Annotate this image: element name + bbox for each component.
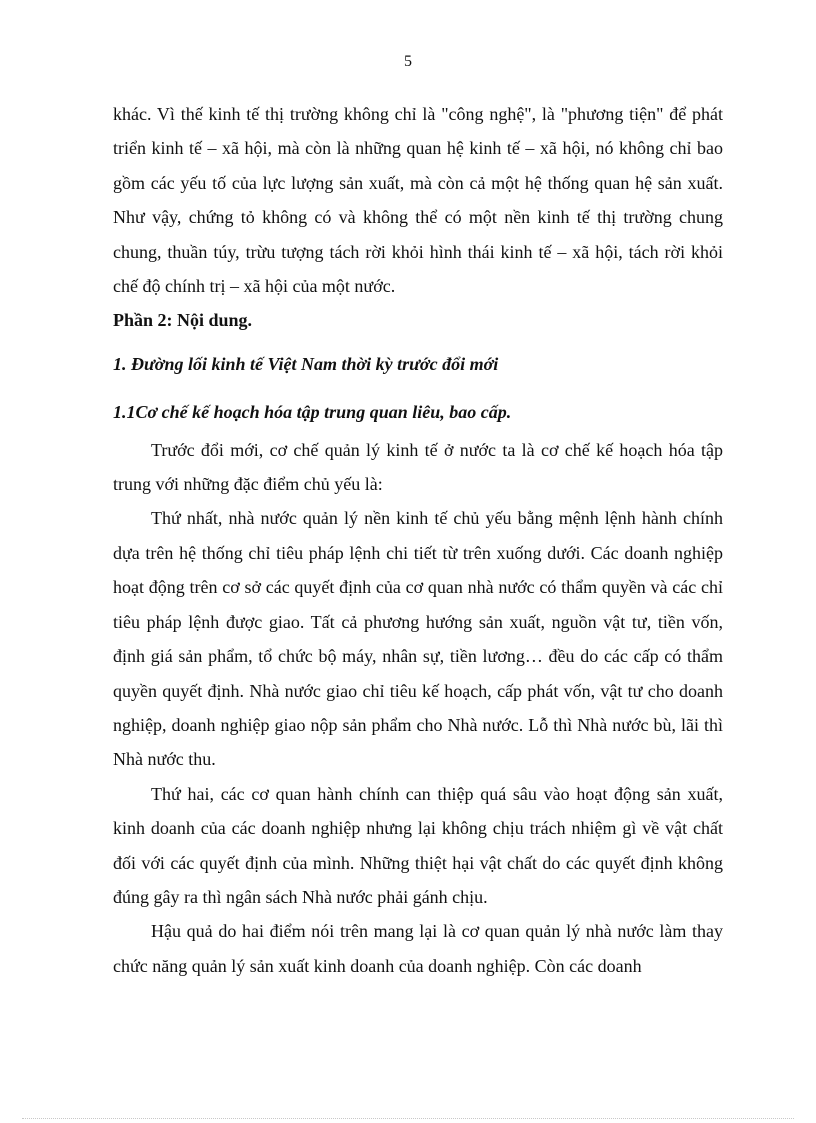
page-number: 5 (404, 53, 412, 70)
part-heading: Phần 2: Nội dung. (113, 310, 253, 331)
intro-paragraph: khác. Vì thế kinh tế thị trường không chỉ là "công nghệ", là "phương tiện" để phát triển kinh tế – xã hội, mà còn là những quan hệ kinh tế – xã hội, nó không chỉ bao gồm các yếu tố của lực lượng sản xuất, mà còn cả một hệ thống quan hệ sản xuất. Như vậy, chứng tỏ không có và không thể có một nền kinh tế thị trường chung chung, thuần túy, trừu tượng tách rời khỏi hình thái kinh tế – xã hội, tách rời khỏi chế độ chính trị – xã hội của một nước. (113, 104, 723, 297)
body-paragraph: Thứ hai, các cơ quan hành chính can thiệp quá sâu vào hoạt động sản xuất, kinh doanh của các doanh nghiệp nhưng lại không chịu trách nhiệm gì về vật chất đối với các quyết định của mình. Những thiệt hại vật chất do các quyết định không đúng gây ra thì ngân sách Nhà nước phải gánh chịu. (113, 783, 723, 907)
document-body (113, 97, 723, 983)
body-paragraph: Trước đổi mới, cơ chế quản lý kinh tế ở nước ta là cơ chế kế hoạch hóa tập trung với những đặc điểm chủ yếu là: (113, 439, 723, 495)
page-bottom-divider (22, 1118, 794, 1119)
body-paragraph: Hậu quả do hai điểm nói trên mang lại là cơ quan quản lý nhà nước làm thay chức năng quản lý sản xuất kinh doanh của doanh nghiệp. Còn các doanh (113, 921, 723, 976)
section-heading: 1. Đường lối kinh tế Việt Nam thời kỳ trước đổi mới (113, 353, 499, 374)
body-paragraph: Thứ nhất, nhà nước quản lý nền kinh tế chủ yếu bằng mệnh lệnh hành chính dựa trên hệ thống chỉ tiêu pháp lệnh chi tiết từ trên xuống dưới. Các doanh nghiệp hoạt động trên cơ sở các quyết định của cơ quan nhà nước có thẩm quyền và các chỉ tiêu pháp lệnh được giao. Tất cả phương hướng sản xuất, nguồn vật tư, tiền vốn, định giá sản phẩm, tổ chức bộ máy, nhân sự, tiền lương… đều do các cấp có thẩm quyền quyết định. Nhà nước giao chỉ tiêu kế hoạch, cấp phát vốn, vật tư cho doanh nghiệp, doanh nghiệp giao nộp sản phẩm cho Nhà nước. Lỗ thì Nhà nước bù, lãi thì Nhà nước thu. (113, 508, 723, 770)
subsection-heading: 1.1Cơ chế kế hoạch hóa tập trung quan liêu, bao cấp. (113, 402, 512, 423)
